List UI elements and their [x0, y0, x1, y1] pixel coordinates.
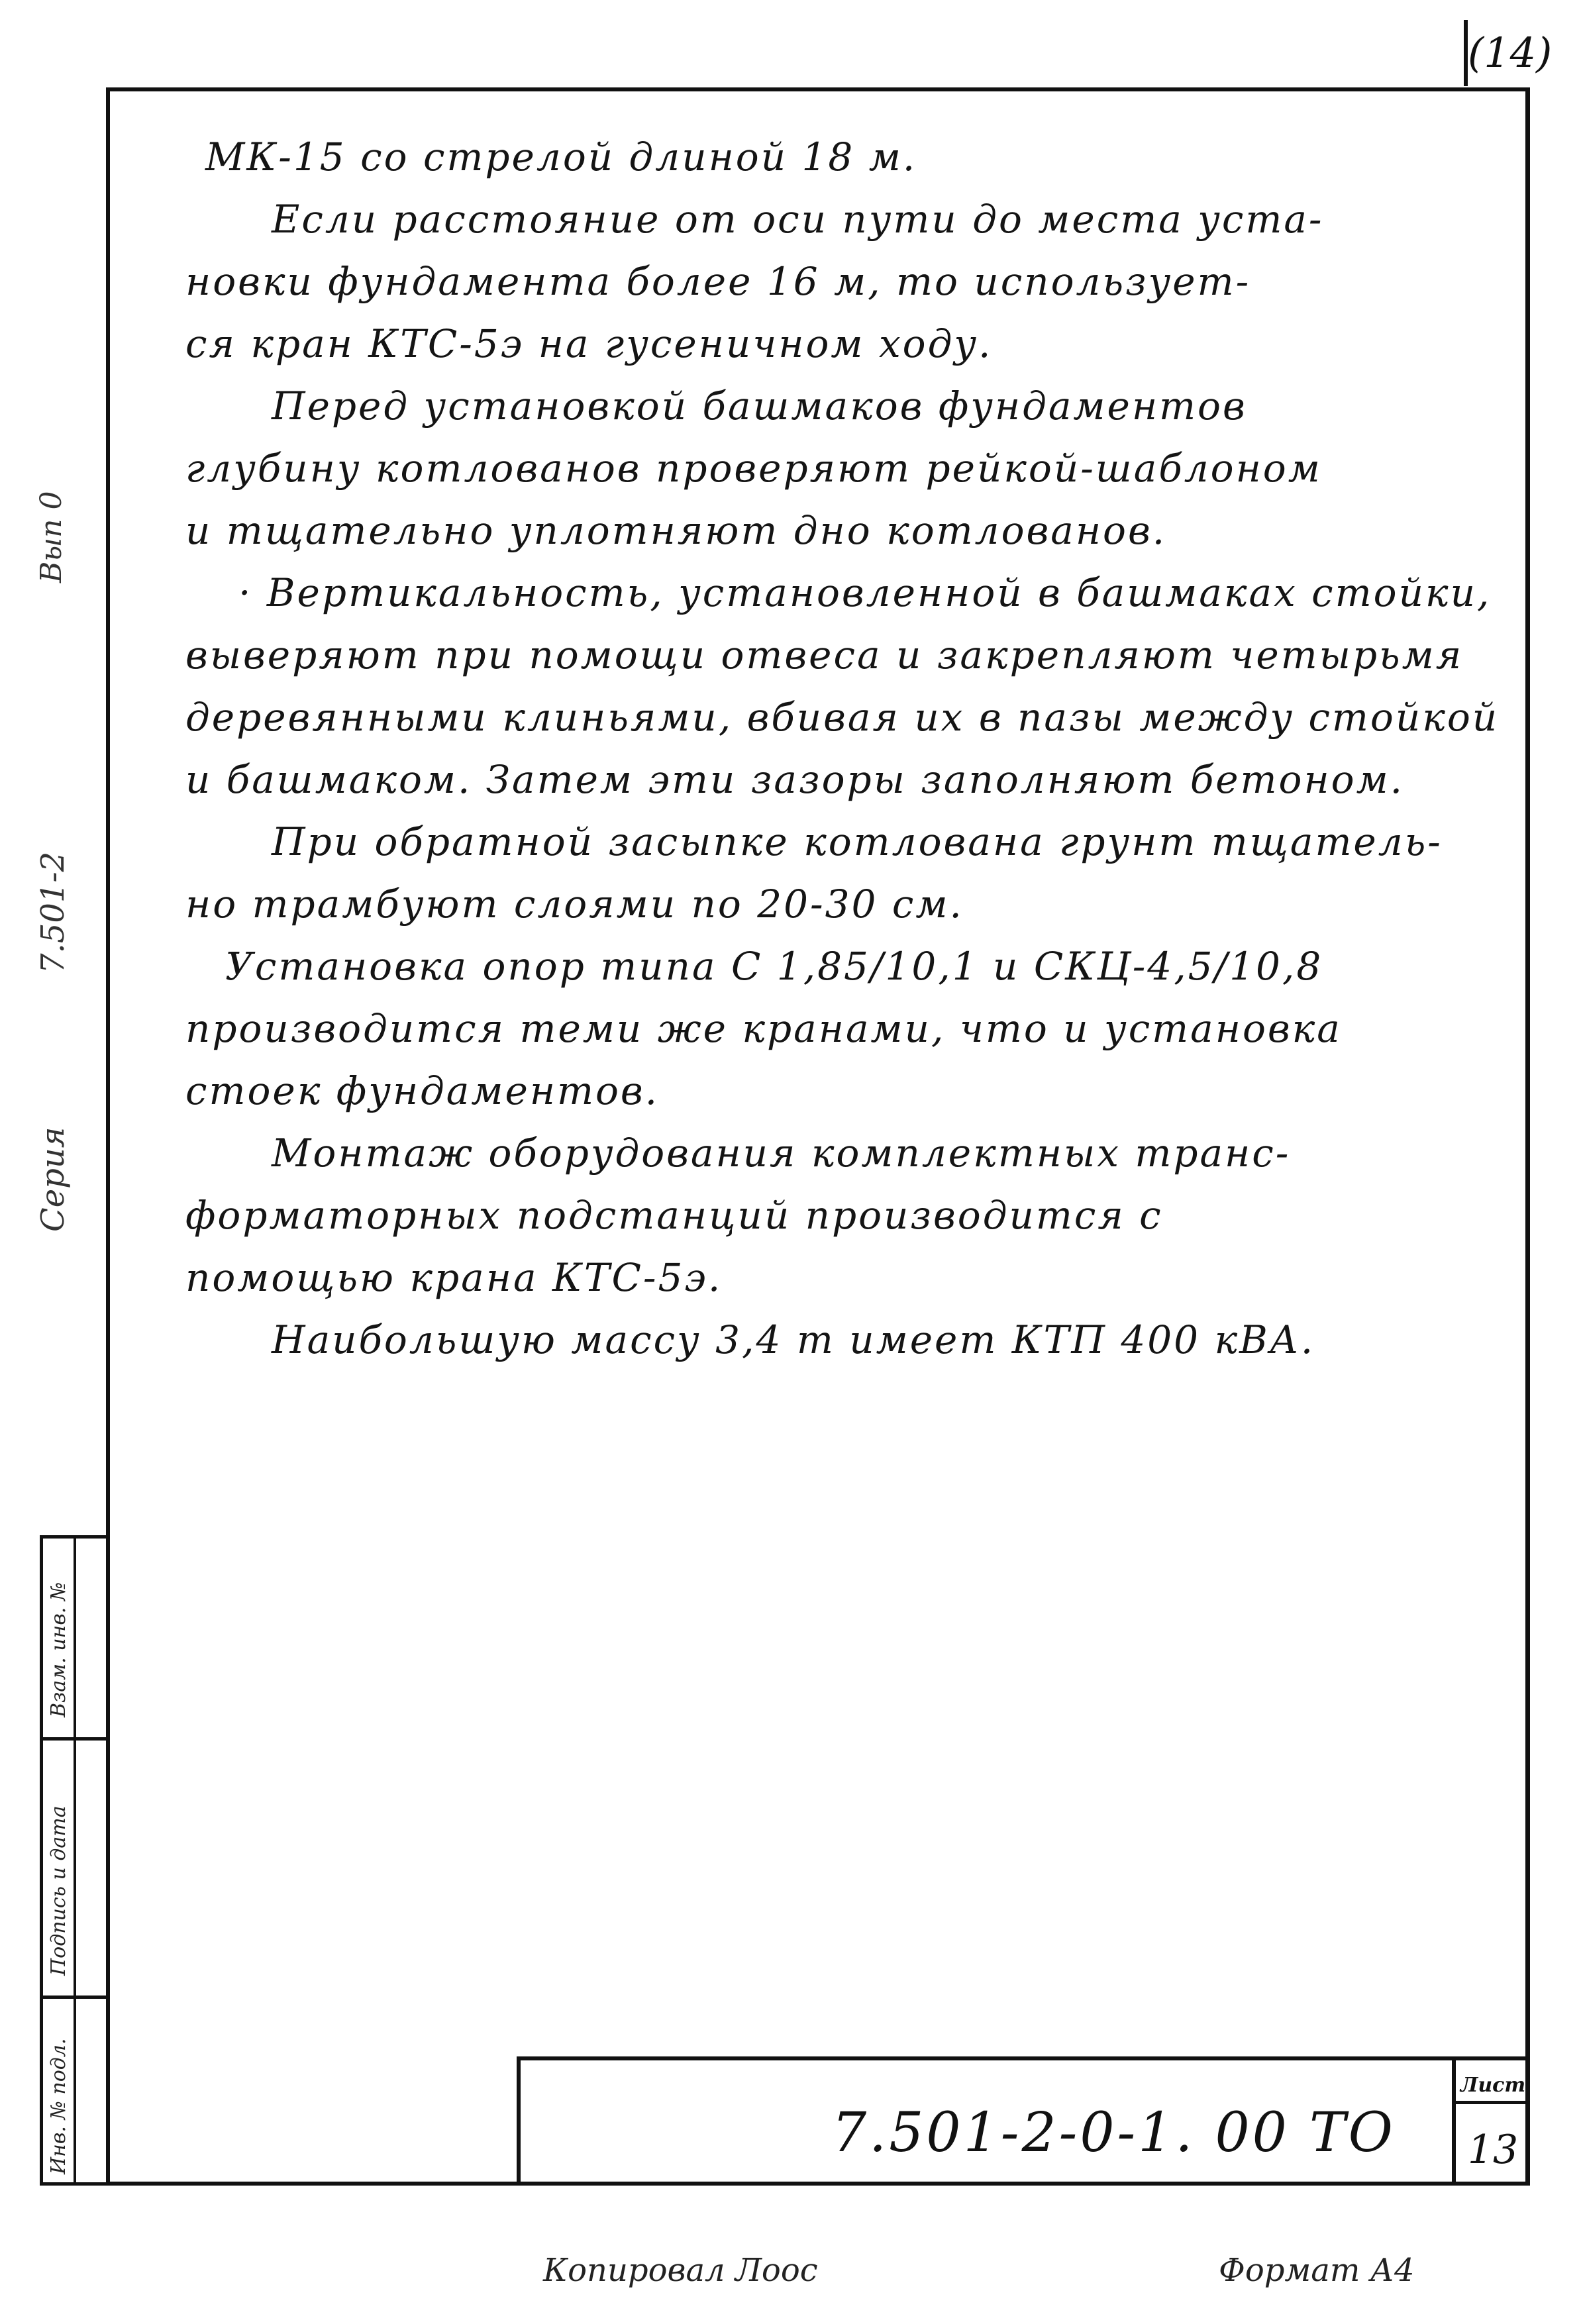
body-text [185, 126, 1500, 1371]
body-line: ся кран КТС-5э на гусеничном ходу. [185, 321, 993, 366]
sheet-number: (14) [1464, 20, 1534, 86]
series-label: Серия [34, 1127, 72, 1232]
side-stamp-cell [43, 1996, 106, 1999]
body-line: глубину котлованов проверяют рейкой-шаблоном [185, 446, 1322, 491]
paper-format: Формат А4 [1219, 2252, 1415, 2289]
body-line: стоек фундаментов. [185, 1068, 660, 1113]
body-line: Перед установкой башмаков фундаментов [272, 383, 1247, 429]
body-line: деревянными клиньями, вбивая их в пазы между стойкой [185, 695, 1500, 740]
body-line: Установка опор типа С 1,85/10,1 и СКЦ-4,5/10,8 [225, 944, 1323, 989]
body-line: При обратной засыпке котлована грунт тщатель- [272, 819, 1443, 864]
document-code: 7.501-2-0-1. 00 ТО [832, 2101, 1396, 2164]
signature-date-label: Подпись и дата [47, 1805, 70, 1976]
series-value: 7.501-2 [34, 851, 72, 974]
inv-no-label: Инв. № подл. [47, 2038, 70, 2174]
title-block [517, 2056, 1530, 2186]
body-line: Наибольшую массу 3,4 т имеет КТП 400 кВА. [272, 1317, 1315, 1362]
body-line: Монтаж оборудования комплектных транс- [272, 1131, 1291, 1176]
body-line: выверяют при помощи отвеса и закрепляют четырьмя [185, 632, 1464, 678]
body-line: но трамбуют слоями по 20-30 см. [185, 882, 964, 927]
body-line: · Вертикальность, установленной в башмаках стойки, [238, 570, 1492, 615]
side-stamp [40, 1535, 106, 2186]
body-line: Если расстояние от оси пути до места уста- [272, 197, 1324, 242]
sheet-box-label: Лист [1456, 2074, 1530, 2104]
sheet-box [1452, 2060, 1530, 2186]
body-line: помощью крана КТС-5э. [185, 1255, 723, 1300]
body-line: новки фундамента более 16 м, то использует- [185, 259, 1251, 304]
sheet-box-value: 13 [1467, 2127, 1519, 2173]
body-line: и тщательно уплотняют дно котлованов. [185, 508, 1167, 553]
body-line: и башмаком. Затем эти зазоры заполняют бетоном. [185, 757, 1405, 802]
body-line: производится теми же кранами, что и установка [185, 1006, 1342, 1051]
side-stamp-divider [74, 1539, 76, 2182]
body-line: МК-15 со стрелой длиной 18 м. [205, 134, 917, 179]
issue-label: Вып 0 [34, 491, 68, 583]
replace-inv-label: Взам. инв. № [47, 1582, 70, 1717]
body-line: форматорных подстанций производится с [185, 1193, 1163, 1238]
side-stamp-cell [43, 1737, 106, 1741]
copied-by: Копировал Лоос [543, 2252, 818, 2289]
